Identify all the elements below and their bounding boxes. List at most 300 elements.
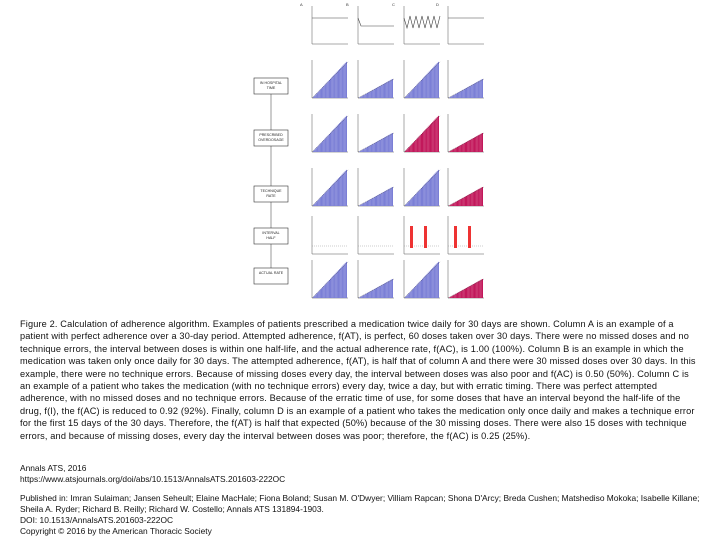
dose-bar: [413, 196, 414, 206]
dose-bar: [467, 141, 468, 152]
dose-bar: [386, 136, 387, 152]
dose-bar: [454, 203, 455, 206]
column-letter: A: [300, 2, 303, 7]
dose-bar: [370, 91, 371, 98]
dose-bar: [318, 92, 319, 98]
dose-bar: [325, 284, 326, 298]
dose-bar: [410, 200, 411, 206]
dose-bar: [425, 275, 426, 298]
timing-trace: [404, 16, 440, 28]
dose-bar: [432, 176, 433, 206]
dose-bar: [336, 273, 337, 298]
dose-bar: [384, 137, 385, 152]
dose-bar: [315, 94, 316, 98]
dose-bar: [370, 291, 371, 298]
dose-bar: [366, 94, 367, 98]
dose-bar: [313, 151, 314, 152]
dose-bar: [438, 262, 439, 298]
dose-bar: [455, 294, 456, 298]
dose-bar: [429, 126, 430, 152]
dose-bar: [340, 68, 341, 98]
dose-bar: [454, 95, 455, 98]
dose-bar: [329, 188, 330, 206]
dose-bar: [478, 189, 479, 206]
dose-bar: [438, 62, 439, 98]
dose-bar: [408, 147, 409, 152]
dose-bar: [330, 279, 331, 298]
dose-bar: [456, 294, 457, 298]
dose-bar: [437, 263, 438, 298]
dose-bar: [408, 293, 409, 298]
dose-bar: [314, 150, 315, 152]
dose-bar: [475, 137, 476, 152]
dose-bar: [377, 141, 378, 152]
dose-bar: [382, 85, 383, 98]
dose-bar: [455, 202, 456, 206]
dose-bar: [333, 183, 334, 206]
dose-bar: [465, 143, 466, 153]
dose-bar: [382, 139, 383, 152]
dose-bar: [388, 189, 389, 206]
dose-bar: [405, 205, 406, 206]
dose-bar: [468, 195, 469, 206]
publication-copyright: Copyright © 2016 by the American Thoracic Society: [20, 526, 212, 536]
dose-bar: [473, 284, 474, 298]
dose-bar: [383, 138, 384, 152]
dose-bar: [374, 197, 375, 206]
dose-bar: [342, 120, 343, 152]
dose-bar: [318, 146, 319, 152]
dose-bar: [392, 187, 393, 206]
dose-bar: [391, 188, 392, 206]
dose-bar: [387, 82, 388, 98]
dose-bar: [382, 285, 383, 298]
dose-bar: [361, 96, 362, 98]
dose-bar: [480, 80, 481, 98]
dose-bar: [477, 190, 478, 206]
dose-bar: [465, 289, 466, 299]
dose-bar: [434, 266, 435, 298]
dose-bar: [345, 171, 346, 206]
dose-bar: [359, 151, 360, 152]
dose-bar: [477, 136, 478, 152]
dose-bar: [314, 96, 315, 98]
dose-bar: [371, 90, 372, 98]
dose-bar: [463, 198, 464, 206]
dose-bar: [437, 117, 438, 152]
dose-bar: [328, 189, 329, 206]
dose-bar: [406, 204, 407, 206]
dose-bar: [427, 74, 428, 98]
dose-bar: [423, 278, 424, 298]
dose-bar: [369, 292, 370, 298]
dose-bar: [374, 89, 375, 98]
dose-bar: [420, 189, 421, 206]
dose-bar: [345, 117, 346, 152]
dose-bar: [362, 149, 363, 152]
dose-bar: [432, 268, 433, 298]
dose-bar: [316, 93, 317, 98]
dose-bar: [469, 286, 470, 298]
dose-bar: [431, 177, 432, 206]
dose-bar: [371, 198, 372, 206]
dose-bar: [364, 95, 365, 98]
dose-bar: [373, 144, 374, 152]
dose-bar: [341, 175, 342, 206]
dose-bar: [337, 180, 338, 206]
dose-bar: [427, 182, 428, 206]
dose-bar: [466, 142, 467, 152]
dose-bar: [463, 290, 464, 298]
dose-bar: [369, 146, 370, 152]
dose-bar: [337, 72, 338, 98]
dose-bar: [482, 279, 483, 298]
dose-bar: [329, 280, 330, 298]
dose-bar: [414, 141, 415, 152]
dose-bar: [429, 180, 430, 206]
flow-box-label: PRESCRIBED: [259, 133, 283, 137]
dose-bar: [424, 276, 425, 298]
dose-bar: [412, 290, 413, 298]
dose-bar: [476, 282, 477, 298]
dose-bar: [367, 93, 368, 98]
dose-bar: [465, 89, 466, 99]
dose-bar: [341, 121, 342, 152]
dose-bar: [367, 147, 368, 152]
dose-bar: [431, 123, 432, 152]
dose-bar: [378, 87, 379, 98]
dose-bar: [385, 191, 386, 206]
dose-bar: [415, 286, 416, 298]
dose-bar: [383, 84, 384, 98]
dose-bar: [436, 118, 437, 152]
dose-bar: [323, 86, 324, 98]
dose-bar: [430, 178, 431, 206]
dose-bar: [416, 193, 417, 206]
dose-bar: [381, 85, 382, 98]
dose-bar: [385, 137, 386, 152]
dose-bar: [328, 281, 329, 298]
dose-bar: [460, 145, 461, 152]
dose-bar: [436, 264, 437, 298]
dose-bar: [367, 201, 368, 206]
dose-bar: [472, 85, 473, 98]
dose-bar: [407, 202, 408, 206]
interval-bar: [454, 226, 457, 248]
dose-bar: [314, 204, 315, 206]
dose-bar: [381, 285, 382, 298]
dose-bar: [430, 70, 431, 98]
dose-bar: [478, 281, 479, 298]
dose-bar: [388, 281, 389, 298]
dose-bar: [391, 80, 392, 98]
dose-bar: [482, 133, 483, 152]
dose-bar: [331, 278, 332, 298]
dose-bar: [331, 186, 332, 206]
dose-bar: [345, 263, 346, 298]
dose-bar: [480, 188, 481, 206]
dose-bar: [475, 83, 476, 98]
dose-bar: [415, 86, 416, 98]
dose-bar: [428, 127, 429, 152]
dose-bar: [414, 287, 415, 298]
dose-bar: [466, 88, 467, 98]
dose-bar: [370, 145, 371, 152]
dose-bar: [421, 80, 422, 98]
dose-bar: [392, 133, 393, 152]
dose-bar: [474, 83, 475, 98]
dose-bar: [464, 197, 465, 206]
dose-bar: [419, 136, 420, 152]
dose-bar: [461, 90, 462, 98]
dose-bar: [468, 87, 469, 98]
dose-bar: [346, 116, 347, 152]
dose-bar: [345, 63, 346, 98]
dose-bar: [331, 78, 332, 98]
dose-bar: [320, 90, 321, 98]
dose-bar: [476, 190, 477, 206]
dose-bar: [341, 67, 342, 98]
dose-bar: [471, 139, 472, 152]
timing-trace: [358, 18, 394, 26]
dose-bar: [340, 122, 341, 152]
dose-bar: [459, 146, 460, 152]
dose-bar: [361, 150, 362, 152]
dose-bar: [379, 286, 380, 298]
dose-bar: [365, 294, 366, 298]
interval-bar: [424, 226, 427, 248]
dose-bar: [319, 199, 320, 206]
dose-bar: [452, 95, 453, 98]
dose-bar: [413, 288, 414, 298]
dose-bar: [367, 293, 368, 298]
dose-bar: [322, 87, 323, 98]
dose-bar: [416, 285, 417, 298]
dose-bar: [327, 190, 328, 206]
dose-bar: [433, 67, 434, 98]
dose-bar: [386, 282, 387, 298]
dose-bar: [410, 146, 411, 152]
dose-bar: [461, 290, 462, 298]
dose-bar: [313, 205, 314, 206]
dose-bar: [344, 118, 345, 152]
dose-bar: [475, 283, 476, 298]
dose-bar: [474, 283, 475, 298]
dose-bar: [423, 132, 424, 152]
dose-bar: [384, 83, 385, 98]
dose-bar: [425, 75, 426, 98]
dose-bar: [327, 136, 328, 152]
dose-bar: [429, 72, 430, 98]
dose-bar: [431, 269, 432, 298]
caption-text: Figure 2. Calculation of adherence algorithm. Examples of patients prescribed a medication twice daily for 30 days are shown. Column A is an example of a patient with perfect adherence over a 30-day period. Attempted adherence, f(AT), is perfect, 60 doses taken over 30 days. There were no missed doses and no technique errors, the interval between doses is within one half-life, and the actual adherence rate, f(AC), is 1.00 (100%). Column B is an example in which the medication was taken only once daily for 30 days. The attempted adherence, f(AT), is half that of column A and there were 30 missed doses over 30 days. In this example, there were no technique errors. Because of missing doses every day, the interval between doses was also poor and f(AC) is 0.50 (50%). Column C is an example of a patient who takes the medication (with no technique errors) every day, twice a day, but with erratic timing. There was perfect attempted adherence, with no missed doses and no technique errors. Because of the erratic time of use, for some doses that have an interval beyond the half-life of the drug, f(I), the f(AC) is reduced to 0.92 (92%). Finally, column D is an example of a patient who takes the medication only once daily and makes a technique error for the first 15 days of the 30 days. Therefore, the f(AT) is half that expected (50%) because of the 30 missing doses. There were also 15 doses with technique errors, and because of missing doses, every day the interval between doses was poor; therefore, the f(AC) is 0.25 (25%).: [20, 319, 696, 441]
dose-bar: [373, 290, 374, 298]
dose-bar: [340, 176, 341, 206]
column-letter: D: [436, 2, 439, 7]
dose-bar: [339, 123, 340, 152]
dose-bar: [469, 194, 470, 206]
dose-bar: [411, 199, 412, 206]
journal-info: [20, 463, 702, 485]
dose-bar: [391, 280, 392, 298]
dose-bar: [379, 194, 380, 206]
dose-bar: [433, 121, 434, 152]
dose-bar: [466, 288, 467, 298]
dose-bar: [320, 144, 321, 152]
dose-bar: [325, 138, 326, 152]
dose-bar: [316, 201, 317, 206]
dose-bar: [378, 287, 379, 298]
dose-bar: [330, 133, 331, 152]
dose-bar: [378, 195, 379, 206]
dose-bar: [332, 276, 333, 298]
dose-bar: [387, 282, 388, 298]
dose-bar: [368, 200, 369, 206]
flow-box-label: TECHNIQUE: [260, 189, 282, 193]
dose-bar: [473, 84, 474, 98]
dose-bar: [341, 267, 342, 298]
dose-bar: [335, 274, 336, 298]
dose-bar: [344, 172, 345, 206]
dose-bar: [362, 295, 363, 298]
dose-bar: [373, 198, 374, 206]
dose-bar: [482, 187, 483, 206]
dose-bar: [473, 192, 474, 206]
dose-bar: [365, 202, 366, 206]
dose-bar: [375, 289, 376, 299]
dose-bar: [320, 290, 321, 298]
dose-bar: [411, 145, 412, 152]
dose-bar: [459, 292, 460, 298]
interval-bar: [410, 226, 413, 248]
dose-bar: [324, 85, 325, 98]
dose-bar: [321, 288, 322, 298]
dose-bar: [458, 146, 459, 152]
dose-bar: [465, 197, 466, 207]
dose-bar: [434, 174, 435, 206]
dose-bar: [475, 191, 476, 206]
dose-bar: [412, 90, 413, 98]
dose-bar: [413, 88, 414, 98]
dose-bar: [335, 182, 336, 206]
dose-bar: [451, 296, 452, 298]
journal-url[interactable]: https://www.atsjournals.org/doi/abs/10.1513/AnnalsATS.201603-222OC: [20, 474, 286, 484]
dose-bar: [320, 198, 321, 206]
dose-bar: [419, 282, 420, 298]
flow-box-label: INTERVAL: [262, 231, 280, 235]
dose-bar: [388, 81, 389, 98]
dose-bar: [414, 195, 415, 206]
dose-bar: [420, 281, 421, 298]
dose-bar: [417, 84, 418, 98]
dose-bar: [375, 197, 376, 207]
dose-bar: [387, 136, 388, 152]
dose-bar: [325, 192, 326, 206]
dose-bar: [455, 148, 456, 152]
dose-bar: [386, 82, 387, 98]
dose-bar: [327, 82, 328, 98]
dose-bar: [313, 97, 314, 98]
dose-bar: [382, 193, 383, 206]
dose-bar: [387, 190, 388, 206]
dose-bar: [456, 94, 457, 98]
dose-bar: [322, 141, 323, 152]
dose-bar: [417, 192, 418, 206]
dose-bar: [407, 294, 408, 298]
dose-bar: [406, 150, 407, 152]
dose-bar: [474, 191, 475, 206]
dose-bar: [410, 92, 411, 98]
dose-bar: [342, 66, 343, 98]
dose-bar: [365, 94, 366, 98]
dose-bar: [374, 143, 375, 152]
dose-bar: [419, 190, 420, 206]
dose-bar: [457, 201, 458, 206]
dose-bar: [457, 147, 458, 152]
flow-box-label: RATE: [266, 194, 276, 198]
dose-bar: [364, 149, 365, 152]
dose-bar: [405, 151, 406, 152]
dose-bar: [429, 272, 430, 298]
dose-bar: [438, 116, 439, 152]
flow-box-label: IN HOSPITAL: [259, 81, 283, 85]
dose-bar: [390, 188, 391, 206]
dose-bar: [324, 193, 325, 206]
dose-bar: [376, 288, 377, 298]
dose-bar: [481, 134, 482, 152]
dose-bar: [408, 93, 409, 98]
dose-bar: [436, 172, 437, 206]
dose-bar: [328, 135, 329, 152]
dose-bar: [468, 287, 469, 298]
dose-bar: [338, 70, 339, 98]
dose-bar: [315, 148, 316, 152]
dose-bar: [333, 275, 334, 298]
dose-bar: [415, 140, 416, 152]
dose-bar: [456, 148, 457, 152]
dose-bar: [331, 132, 332, 152]
dose-bar: [342, 174, 343, 206]
dose-bar: [313, 297, 314, 298]
dose-bar: [384, 283, 385, 298]
dose-bar: [371, 144, 372, 152]
dose-bar: [412, 198, 413, 206]
dose-bar: [379, 86, 380, 98]
dose-bar: [451, 150, 452, 152]
dose-bar: [379, 140, 380, 152]
dose-bar: [408, 201, 409, 206]
dose-bar: [330, 79, 331, 98]
dose-bar: [361, 296, 362, 298]
dose-bar: [476, 136, 477, 152]
dose-bar: [318, 292, 319, 298]
dose-bar: [385, 83, 386, 98]
dose-bar: [315, 294, 316, 298]
dose-bar: [420, 81, 421, 98]
dose-bar: [361, 204, 362, 206]
interval-bar: [468, 226, 471, 248]
dose-bar: [430, 270, 431, 298]
dose-bar: [366, 148, 367, 152]
column-letter: B: [346, 2, 349, 7]
dose-bar: [438, 170, 439, 206]
dose-bar: [319, 91, 320, 98]
dose-bar: [421, 280, 422, 298]
dose-bar: [452, 295, 453, 298]
dose-bar: [449, 151, 450, 152]
dose-bar: [451, 96, 452, 98]
dose-bar: [322, 195, 323, 206]
